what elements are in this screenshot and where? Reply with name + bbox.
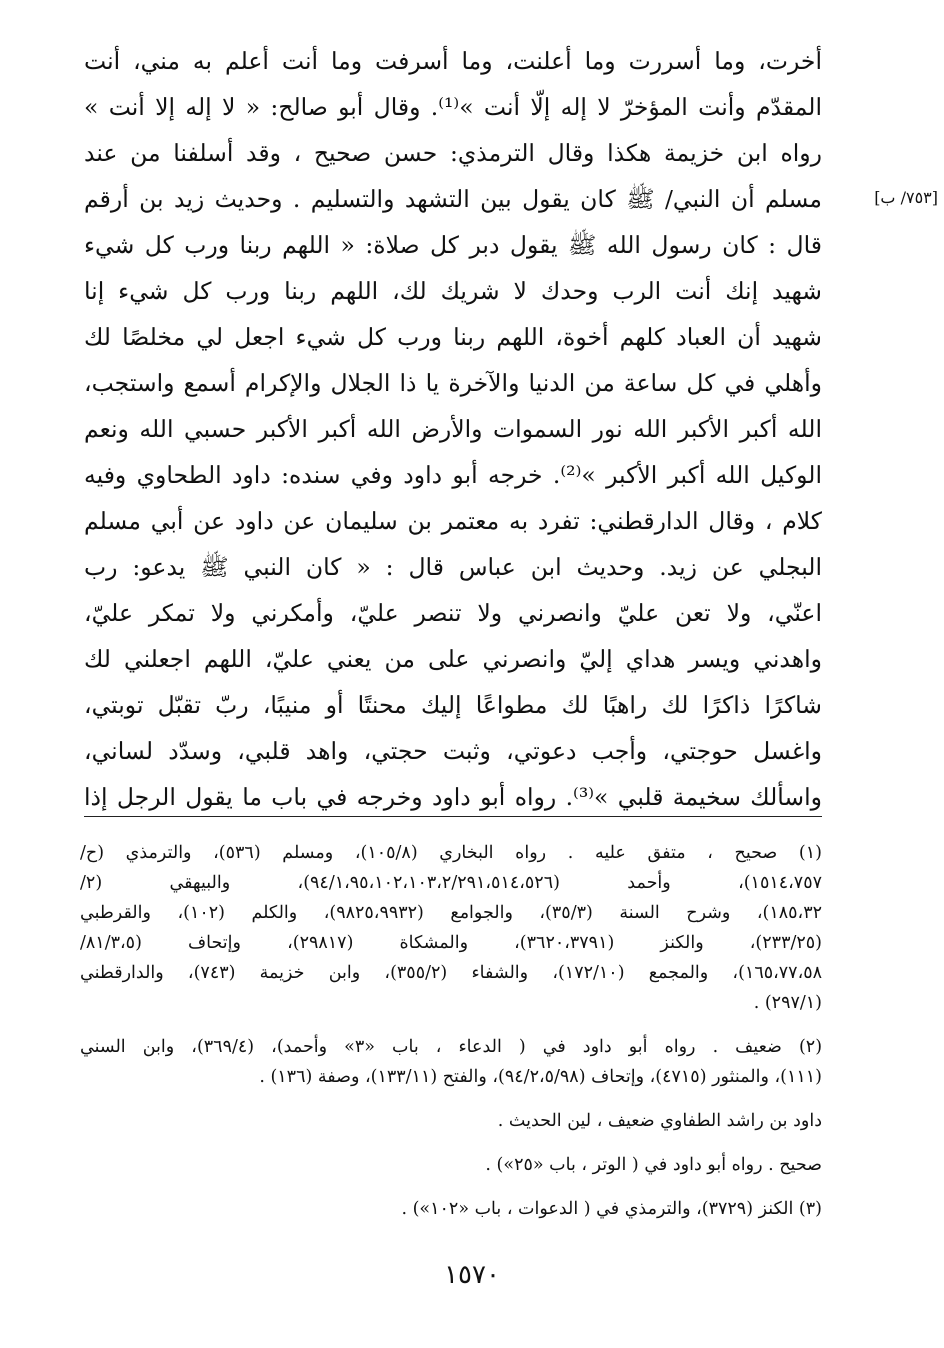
footnote-note: صحيح . رواه أبو داود في ( الوتر ، باب «٢٥») . <box>485 1155 822 1175</box>
footnote-line: ١٨٥،٣٢)، وشرح السنة (٣٥/٣)، والجوامع (٩٨٢٥،٩٩٣٢)، والكلم (١٠٢)، والقرطبي <box>80 903 822 923</box>
text-line: اعنّي، ولا تعن عليّ وانصرني ولا تنصر عليّ، وأمكرني ولا تمكر عليّ، <box>84 599 822 627</box>
text-line: البجلي عن زيد. وحديث ابن عباس قال : « كان النبي ﷺ يدعو: رب <box>84 553 822 581</box>
text-line: مسلم أن النبي/ ﷺ كان يقول بين التشهد والتسليم . وحديث زيد بن أرقم <box>84 185 822 213</box>
text-line: واسألك سخيمة قلبي »⁽³⁾. رواه أبو داود وخرجه في باب ما يقول الرجل إذا <box>84 783 822 811</box>
text-line: رواه ابن خزيمة هكذا وقال الترمذي: حسن صحيح ، وقد أسلفنا من عند <box>84 139 822 167</box>
footnote-line: (١) صحيح ، متفق عليه . رواه البخاري (١٠٥/٨)، ومسلم (٥٣٦)، والترمذي (ح/ <box>80 843 822 863</box>
text-line: المقدّم وأنت المؤخرّ لا إله إلّا أنت »⁽¹⁾. وقال أبو صالح: « لا إله إلا أنت » <box>84 93 822 121</box>
manuscript-folio-note: [٧٥٣/ ب] <box>874 188 938 207</box>
footnote-line: ١٥١٤،٧٥٧)، وأحمد (٩٤/١،٩٥،١٠٢،١٠٣،٢/٢٩١،٥١٤،٥٢٦)، والبيهقي (٢/ <box>80 873 822 893</box>
page-number: ١٥٧٠ <box>444 1260 500 1290</box>
text-line: شاكرًا ذاكرًا لك راهبًا لك مطواعًا إليك محنتًا أو منيبًا، ربّ تقبّل توبتي، <box>84 691 822 719</box>
footnote-line: (٢٩٧/١) . <box>753 993 822 1013</box>
main-text <box>84 38 822 820</box>
text-line: الوكيل الله أكبر الأكبر »⁽²⁾. خرجه أبو داود وفي سنده: داود الطحاوي وفيه <box>84 461 822 489</box>
text-line: أخرت، وما أسررت وما أعلنت، وما أسرفت وما أنت أعلم به مني، أنت <box>84 47 822 75</box>
text-line: واغسل حوجتي، وأجب دعوتي، وثبت حجتي، واهد قلبي، وسدّد لساني، <box>84 737 822 765</box>
footnote-line: (٢٣٣/٢٥)، والكنز (٣٦٢٠،٣٧٩١)، والمشكاة (٢٩٨١٧)، وإتحاف (٨١/٣،٥/ <box>80 933 822 953</box>
footnote-line: (١١١)، والمنثور (٤٧١٥)، وإتحاف (٩٤/٢،٥/٩٨)، والفتح (١٣٣/١١)، وصفة (١٣٦) . <box>259 1067 822 1087</box>
footnote-separator <box>84 816 822 817</box>
text-line: قال : كان رسول الله ﷺ يقول دبر كل صلاة: « اللهم ربنا ورب كل شيء <box>84 231 822 259</box>
text-line: شهيد إنك أنت الرب وحدك لا شريك لك، اللهم ربنا ورب كل شيء إنا <box>84 277 822 305</box>
text-line: واهدني ويسر هداي إليّ وانصرني على من يعني عليّ، اللهم اجعلني لك <box>84 645 822 673</box>
text-line: الله أكبر الأكبر الله نور السموات والأرض الله أكبر الأكبر حسبي الله ونعم <box>84 415 822 443</box>
footnote-line: ١٦٥،٧٧،٥٨)، والمجمع (١٧٢/١٠)، والشفاء (٣٥٥/٢)، وابن خزيمة (٧٤٣)، والدارقطني <box>80 963 822 983</box>
footnote-note: داود بن راشد الطفاوي ضعيف ، لين الحديث . <box>497 1111 822 1131</box>
text-line: وأهلي في كل ساعة من الدنيا والآخرة يا ذا الجلال والإكرام أسمع واستجب، <box>84 369 822 397</box>
text-line: شهيد أن العباد كلهم أخوة، اللهم ربنا ورب كل شيء اجعل لي مخلصًا لك <box>84 323 822 351</box>
text-line: كلام ، وقال الدارقطني: تفرد به معتمر بن سليمان عن داود عن أبي مسلم <box>84 507 822 535</box>
footnotes <box>80 838 822 1238</box>
footnote-line: (٢) ضعيف . رواه أبو داود في ( الدعاء ، باب «٣» وأحمد)، (٣٦٩/٤)، وابن السني <box>80 1037 822 1057</box>
footnote-2 <box>80 1032 822 1092</box>
footnote-1 <box>80 838 822 1018</box>
footnote-3: (٣) الكنز (٣٧٢٩)، والترمذي في ( الدعوات ، باب «١٠٢») . <box>401 1199 822 1219</box>
